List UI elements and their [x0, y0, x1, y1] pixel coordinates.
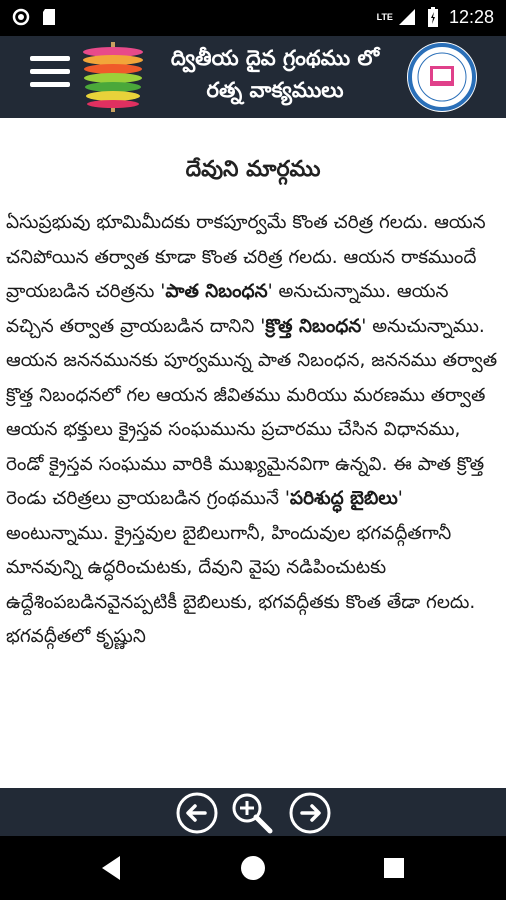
status-right-icons	[377, 6, 494, 28]
home-circle-icon[interactable]	[235, 850, 271, 886]
app-bar	[0, 36, 506, 118]
arrow-right-icon[interactable]	[288, 791, 332, 835]
body-text-3: ' అనుచున్నాము. ఆయన జననమునకు పూర్వమున్న పాత నిబంధన, జననము తర్వాత క్రొత్త నిబంధనలో గల ఆయన జీవితము మరియు మరణము తర్వాత ఆయన భక్తులు క్రైస్తవ సంఘమును ప్రచారము చేసిన విధానము, రెండో క్రైస్తవ సంఘము వారికి ముఖ్యమైనవిగా ఉన్నవి. ఈ పాత క్రొత్త రెండు చరిత్రలు వ్రాయబడిన గ్రంథమునే '	[6, 315, 498, 509]
sim-card-icon	[42, 8, 56, 26]
status-bar	[0, 0, 506, 36]
zoom-in-icon[interactable]	[230, 791, 274, 835]
body-paragraph	[0, 206, 506, 655]
signal-icon	[397, 7, 417, 27]
recents-square-icon[interactable]	[376, 850, 412, 886]
system-nav-bar	[0, 836, 506, 900]
body-bold-1: పాత నిబంధన	[165, 281, 268, 302]
network-type: LTE	[376, 12, 393, 22]
back-triangle-icon[interactable]	[94, 850, 130, 886]
circle-notification-icon	[12, 8, 30, 26]
battery-icon	[427, 6, 439, 28]
status-time: 12:28	[448, 6, 494, 27]
page-heading: దేవుని మార్గము	[185, 157, 321, 182]
body-bold-3: పరిశుద్ధ బైబిలు	[289, 488, 398, 509]
emblem-logo	[405, 40, 479, 114]
app-title-line1: ద్వితీయ దైవ గ్రంథము లో	[170, 46, 380, 70]
content-area[interactable]	[0, 118, 506, 788]
app-title-line2: రత్న వాక్యములు	[206, 78, 344, 102]
colored-discs-logo	[78, 40, 148, 114]
body-bold-2: క్రొత్త నిబంధన	[265, 315, 362, 337]
hamburger-menu-icon[interactable]	[30, 56, 70, 92]
body-text-1: ఏసుప్రభువు భూమిమీదకు రాకపూర్వమే కొంత చరిత్ర గలదు. ఆయన చనిపోయిన తర్వాత కూడా కొంత చరిత్ర గలదు. ఆయన రాకముందే వ్రాయబడిన చరిత్రను '	[6, 212, 486, 302]
arrow-left-icon[interactable]	[175, 791, 219, 835]
status-left-icons	[12, 8, 56, 26]
body-text-2: ' అనుచున్నాము. ఆయన వచ్చిన తర్వాత వ్రాయబడిన దానిని '	[6, 281, 449, 337]
bottom-toolbar	[0, 788, 506, 836]
body-text-4: ' అంటున్నాము. క్రైస్తవుల బైబిలుగానీ, హిందువుల భగవద్గీతగానీ మానవున్ని ఉద్ధరించుటకు, దేవుని వైపు నడిపించుటకు ఉద్దేశింపబడినవైనప్పటికీ బైబిలుకు, భగవద్గీతకు కొంత తేడా గలదు. భగవద్గీతలో కృష్ణుని	[6, 488, 476, 647]
app-title	[150, 42, 400, 106]
